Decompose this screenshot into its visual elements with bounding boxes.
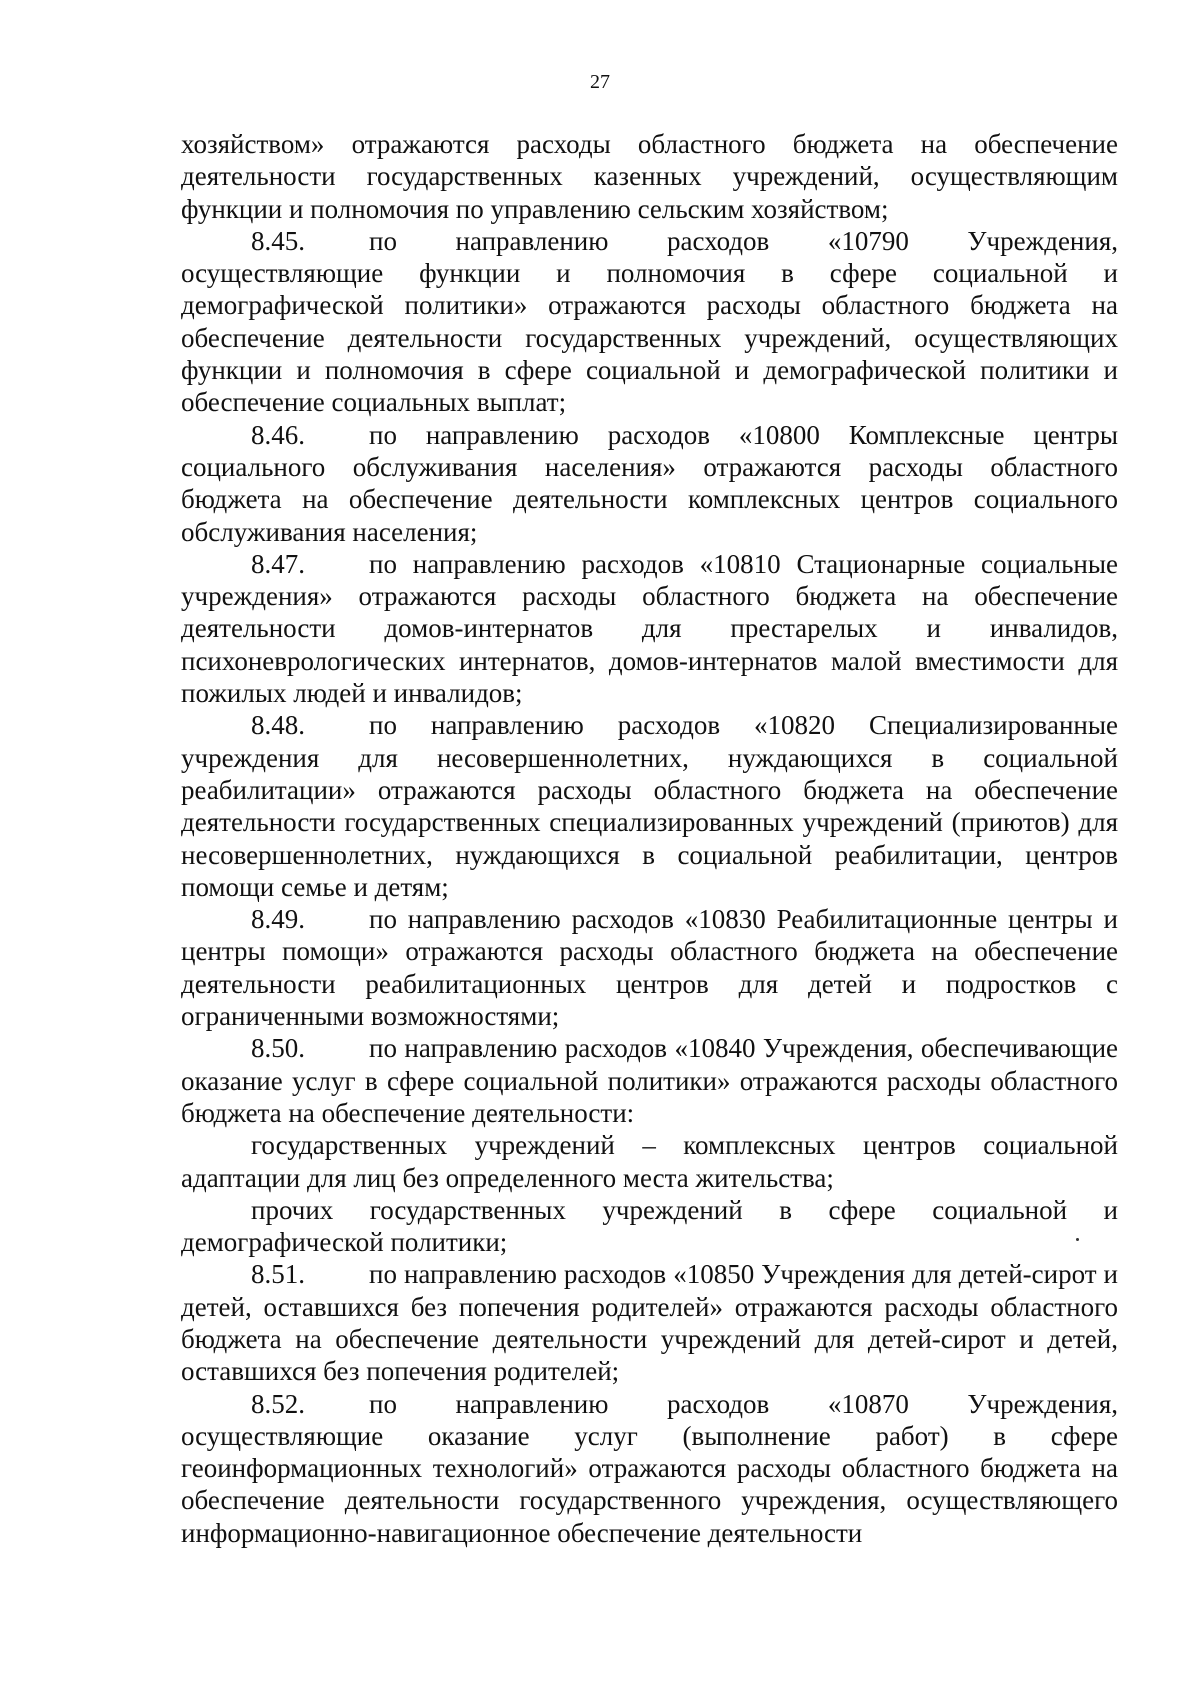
paragraph-text: по направлению расходов «10820 Специализированные учреждения для несовершеннолетних, нуждающихся в социальной реабилитации» отражаются расходы областного бюджета на обеспечение деятельности государственных специализированных учреждений (приютов) для несовершеннолетних, нуждающихся в социальной реабилитации, центров помощи семье и детям; (181, 710, 1118, 902)
scan-artifact-dot (1076, 1238, 1079, 1241)
paragraph-text: по направлению расходов «10800 Комплексные центры социального обслуживания населения» отражаются расходы областного бюджета на обеспечение деятельности комплексных центров социального обслуживания населения; (181, 419, 1118, 547)
paragraph-8-52 (181, 1388, 1118, 1549)
paragraph-number: 8.47. (251, 548, 305, 579)
paragraph-8-46 (181, 419, 1118, 548)
paragraph-text: по направлению расходов «10840 Учреждения, обеспечивающие оказание услуг в сфере социальной политики» отражаются расходы областного бюджета на обеспечение деятельности: (181, 1033, 1118, 1128)
paragraph-8-47 (181, 548, 1118, 709)
paragraph-8-50 (181, 1032, 1118, 1129)
paragraph-text: по направлению расходов «10830 Реабилитационные центры и центры помощи» отражаются расходы областного бюджета на обеспечение деятельности реабилитационных центров для детей и подростков с ограниченными возможностями; (181, 904, 1118, 1032)
paragraph-number: 8.52. (251, 1388, 305, 1419)
paragraph-text: прочих государственных учреждений в сфере социальной и демографической политики; (181, 1194, 1118, 1258)
paragraph-continuation (181, 128, 1118, 225)
paragraph-8-48 (181, 709, 1118, 903)
paragraph-text: государственных учреждений – комплексных центров социальной адаптации для лиц без определенного места жительства; (181, 1130, 1118, 1193)
paragraph-number: 8.48. (251, 710, 305, 741)
paragraph-number: 8.45. (251, 225, 305, 256)
paragraph-number: 8.50. (251, 1033, 305, 1064)
paragraph-text: по направлению расходов «10870 Учреждения, осуществляющие оказание услуг (выполнение работ) в сфере геоинформационных технологий» отражаются расходы областного бюджета на обеспечение деятельности государственного учреждения, осуществляющего информационно-навигационное обеспечение деятельности (181, 1388, 1118, 1548)
paragraph-text: по направлению расходов «10850 Учреждения для детей-сирот и детей, оставшихся без попечения родителей» отражаются расходы областного бюджета на обеспечение деятельности учреждений для детей-сирот и детей, оставшихся без попечения родителей; (181, 1259, 1118, 1387)
paragraph-number: 8.46. (251, 419, 305, 450)
paragraph-8-51 (181, 1258, 1118, 1387)
paragraph-text: по направлению расходов «10810 Стационарные социальные учреждения» отражаются расходы областного бюджета на обеспечение деятельности домов-интернатов для престарелых и инвалидов, психоневрологических интернатов, домов-интернатов малой вместимости для пожилых людей и инвалидов; (181, 548, 1118, 709)
paragraph-number: 8.51. (251, 1259, 305, 1290)
paragraph-text: по направлению расходов «10790 Учреждения, осуществляющие функции и полномочия в сфере социальной и демографической политики» отражаются расходы областного бюджета на обеспечение деятельности государственных учреждений, осуществляющих функции и полномочия в сфере социальной и демографической политики и обеспечение социальных выплат; (181, 225, 1118, 418)
paragraph-number: 8.49. (251, 904, 305, 935)
paragraph-sub-item (181, 1129, 1118, 1194)
paragraph-8-49 (181, 903, 1118, 1032)
paragraph-8-45 (181, 225, 1118, 419)
paragraph-sub-item (181, 1194, 1118, 1259)
page-number: 27 (590, 71, 610, 93)
paragraph-text: хозяйством» отражаются расходы областного бюджета на обеспечение деятельности государственных казенных учреждений, осуществляющим функции и полномочия по управлению сельским хозяйством; (181, 129, 1118, 224)
document-body (181, 128, 1118, 1549)
